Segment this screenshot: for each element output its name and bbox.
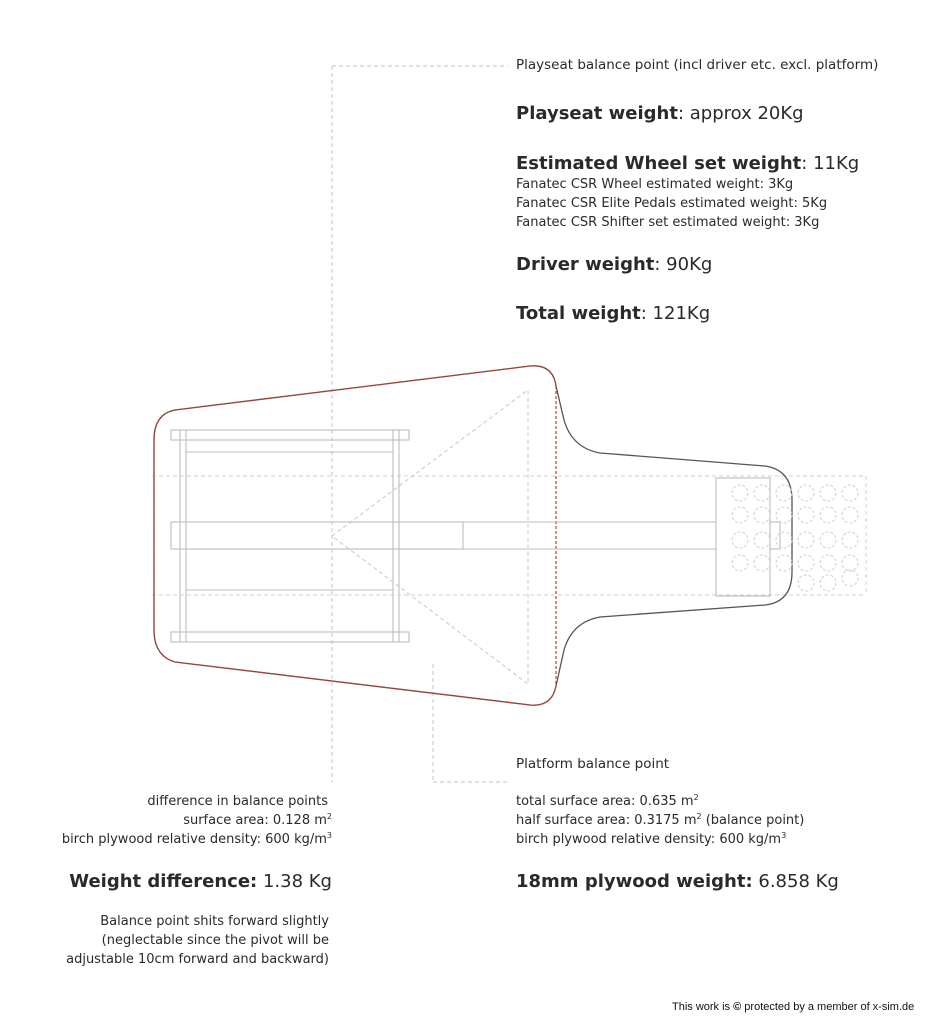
difference-density-sup: 3 (326, 831, 332, 840)
wheel-set-weight (516, 152, 916, 176)
centre-guides (152, 476, 866, 595)
platform-balance-label: Platform balance point (516, 756, 670, 772)
half-surface-text: half surface area: 0.3175 m (516, 813, 697, 828)
copyright-notice (672, 1001, 922, 1013)
difference-title: difference in balance points (147, 794, 328, 809)
balance-region-outline (154, 366, 556, 705)
shifter-item: Fanatec CSR Shifter set estimated weight: 3Kg (516, 215, 820, 230)
platform-outline (154, 366, 792, 705)
weight-difference-value: 1.38 Kg (257, 871, 332, 892)
difference-density (20, 830, 332, 849)
half-surface-suffix: (balance point) (701, 813, 805, 828)
balance-triangle (332, 390, 528, 684)
driver-weight (516, 253, 916, 277)
plywood-weight (516, 870, 916, 894)
note-line: (neglectable since the pivot will be (101, 933, 329, 948)
playseat-weight (516, 102, 916, 126)
balance-note (20, 912, 329, 969)
difference-stats (20, 792, 332, 849)
driver-weight-label: Driver weight (516, 254, 655, 275)
playseat-weight-value: : approx 20Kg (677, 103, 804, 124)
total-weight-label: Total weight (516, 303, 641, 324)
wheel-item: Fanatec CSR Wheel estimated weight: 3Kg (516, 177, 794, 192)
half-surface-sup: 2 (696, 812, 702, 821)
plywood-weight-label: 18mm plywood weight: (516, 871, 753, 892)
pedal-circles (732, 485, 858, 591)
seat-balance-guide (332, 66, 508, 782)
note-line: Balance point shits forward slightly (100, 914, 329, 929)
total-surface-sup: 2 (693, 793, 699, 802)
half-surface-area (516, 811, 916, 830)
difference-surface (20, 811, 332, 830)
platform-density-sup: 3 (781, 831, 787, 840)
wheel-set-weight-label: Estimated Wheel set weight (516, 153, 802, 174)
driver-weight-value: : 90Kg (654, 254, 713, 275)
playseat-weight-label: Playseat weight (516, 103, 678, 124)
total-surface-text: total surface area: 0.635 m (516, 794, 694, 809)
weight-difference-label: Weight difference: (69, 871, 258, 892)
difference-density-text: birch plywood relative density: 600 kg/m (61, 832, 327, 847)
platform-density (516, 830, 916, 849)
plywood-weight-value: 6.858 Kg (752, 871, 839, 892)
total-weight (516, 302, 916, 326)
total-weight-value: : 121Kg (640, 303, 711, 324)
copyright-icon: © (733, 1001, 742, 1013)
platform-balance-guide (433, 664, 508, 782)
difference-surface-sup: 2 (326, 812, 332, 821)
pedals-item: Fanatec CSR Elite Pedals estimated weight: 5Kg (516, 196, 828, 211)
platform-density-text: birch plywood relative density: 600 kg/m (516, 832, 782, 847)
platform-stats (516, 792, 916, 849)
wheel-items-list (516, 175, 916, 232)
wheel-set-weight-value: : 11Kg (801, 153, 860, 174)
weight-difference (20, 870, 332, 894)
copyright-prefix: This work is (672, 1001, 734, 1013)
note-line: adjustable 10cm forward and backward) (66, 952, 329, 967)
difference-surface-text: surface area: 0.128 m (183, 813, 327, 828)
copyright-suffix: protected by a member of x-sim.de (741, 1001, 915, 1013)
seat-balance-label: Playseat balance point (incl driver etc. excl. platform) (516, 57, 879, 73)
total-surface-area (516, 792, 916, 811)
